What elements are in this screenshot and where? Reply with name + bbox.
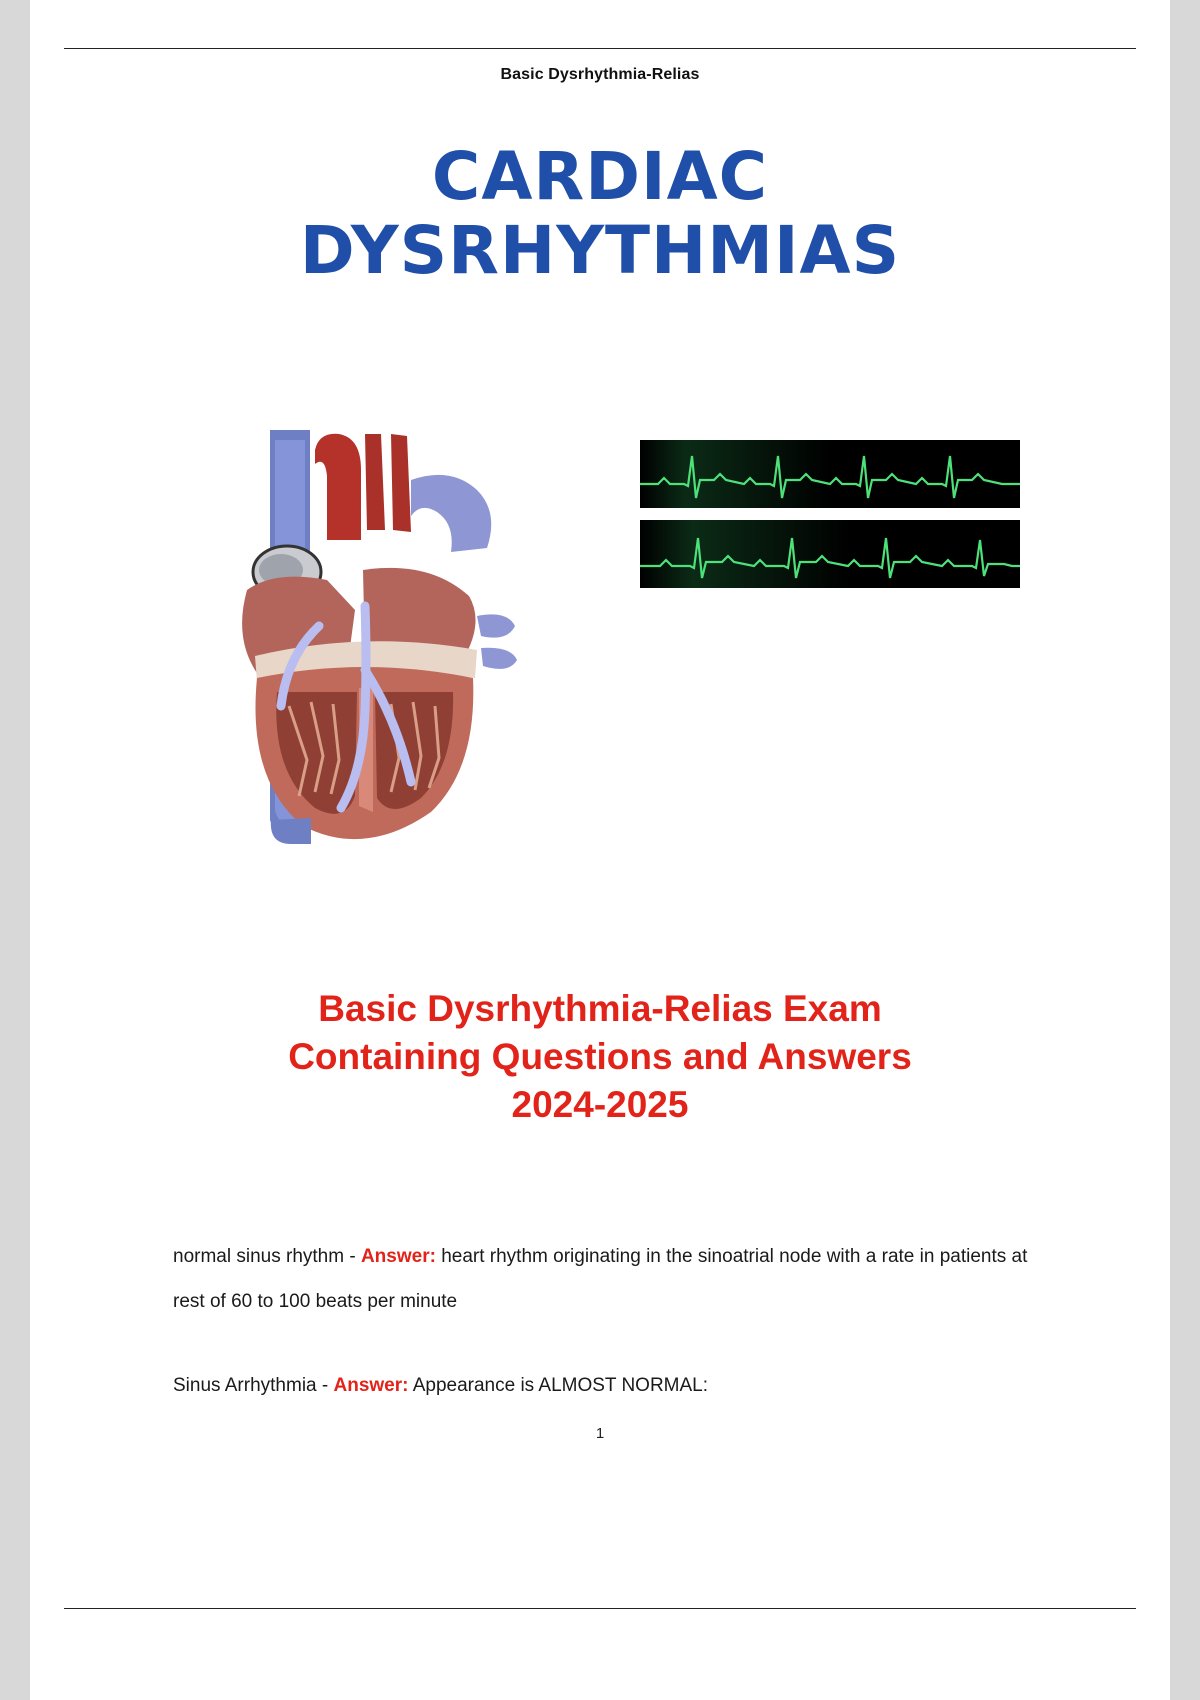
cover-graphic [180,140,1020,880]
page-header-title: Basic Dysrhythmia-Relias [500,66,700,83]
cover-title [180,140,1020,288]
qa-answer: Appearance is ALMOST NORMAL: [408,1375,709,1397]
heart-anatomy-image [215,420,545,850]
exam-title-line1: Basic Dysrhythmia-Relias Exam [318,988,882,1029]
ecg-strips [640,440,1020,600]
qa-item [173,1364,1053,1409]
document-page [30,0,1170,1700]
header-divider [64,48,1136,49]
qa-question: Sinus Arrhythmia - [173,1375,334,1397]
qa-item [173,1235,1053,1324]
qa-answer-label: Answer: [333,1375,409,1397]
cover-title-line2: DYSRHYTHMIAS [299,211,901,289]
footer-divider [64,1608,1136,1609]
exam-title-line2: Containing Questions and Answers [288,1036,912,1078]
qa-question: normal sinus rhythm - [173,1246,361,1267]
page-number: 1 [595,1425,605,1442]
qa-answer: heart rhythm originating in the sinoatrial node with a rate in patients at rest of 60 to 100 beats per minute [173,1246,1028,1312]
qa-content [173,1235,1053,1449]
qa-answer-label: Answer: [360,1246,436,1267]
cover-title-line1: CARDIAC [431,138,769,215]
ecg-strip-2 [640,520,1020,588]
exam-title [150,985,1050,1129]
ecg-strip-1 [640,440,1020,508]
exam-title-line3: 2024-2025 [511,1084,689,1126]
